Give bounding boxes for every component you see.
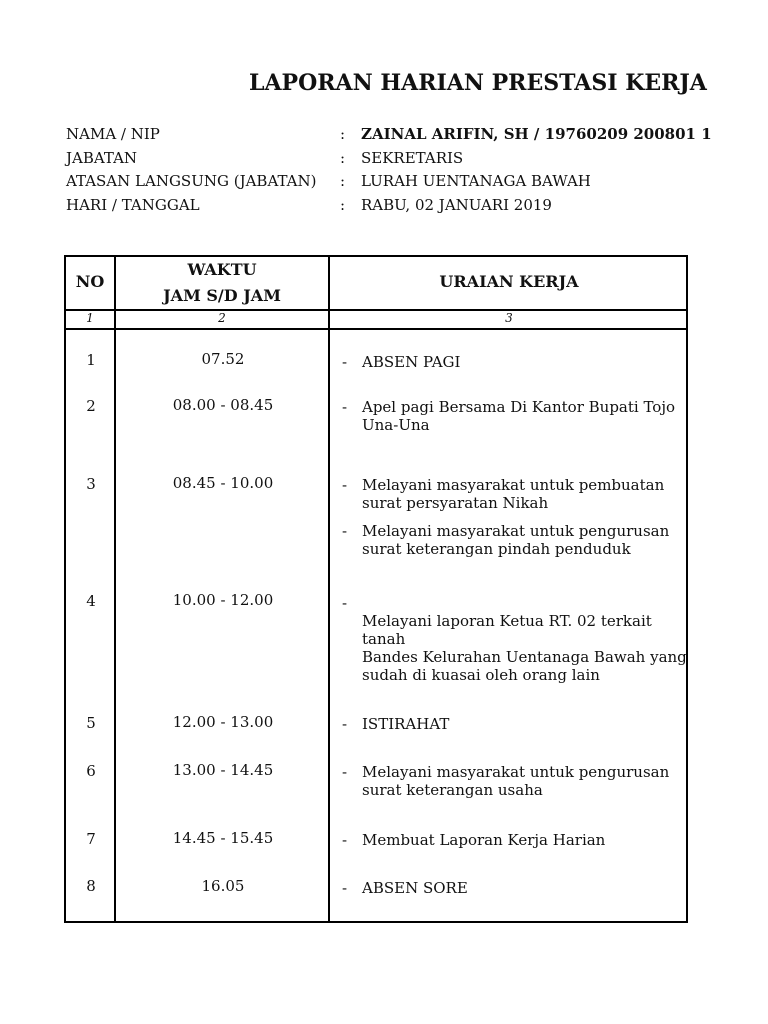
task-text: Melayani laporan Ketua RT. 02 terkait tanah Bandes Kelurahan Uentanaga Bawah yang sudah di kuasai oleh orang lain	[362, 612, 687, 684]
header-time-line2: JAM S/D JAM	[163, 286, 281, 305]
row-time: 07.52	[201, 350, 245, 368]
info-label: ATASAN LANGSUNG (JABATAN)	[66, 172, 317, 190]
info-value: ZAINAL ARIFIN, SH / 19760209 200801 1	[361, 125, 712, 143]
bullet: -	[342, 831, 348, 849]
header-no: NO	[75, 272, 105, 291]
task-text: Apel pagi Bersama Di Kantor Bupati Tojo Una-Una	[362, 398, 676, 434]
row-number: 7	[86, 830, 96, 848]
task-text: Melayani masyarakat untuk pembuatan surat persyaratan Nikah	[362, 476, 665, 512]
row-time: 13.00 - 14.45	[172, 761, 274, 779]
task-text: Melayani masyarakat untuk pengurusan surat keterangan usaha	[362, 763, 670, 799]
row-time: 08.00 - 08.45	[172, 396, 274, 414]
bullet: -	[342, 353, 348, 371]
row-time: 12.00 - 13.00	[172, 713, 274, 731]
row-number: 5	[86, 714, 96, 732]
column-index: 1	[86, 311, 94, 325]
column-index: 3	[505, 311, 513, 325]
info-label: HARI / TANGGAL	[66, 195, 200, 214]
info-value: SEKRETARIS	[361, 148, 464, 167]
row-number: 1	[86, 351, 96, 369]
row-number: 8	[86, 877, 96, 895]
row-number: 6	[86, 762, 96, 780]
info-label: NAMA / NIP	[66, 125, 160, 143]
task-text: ABSEN PAGI	[362, 353, 461, 371]
row-divider	[66, 328, 686, 330]
info-value: LURAH UENTANAGA BAWAH	[361, 172, 591, 190]
row-time: 14.45 - 15.45	[172, 829, 274, 847]
info-colon: :	[340, 172, 346, 190]
info-value: RABU, 02 JANUARI 2019	[361, 195, 552, 214]
page-title: LAPORAN HARIAN PRESTASI KERJA	[249, 70, 707, 96]
info-colon: :	[340, 125, 346, 143]
bullet: -	[342, 476, 348, 494]
task-text: ABSEN SORE	[362, 879, 468, 897]
bullet: -	[342, 398, 348, 416]
task-text: Membuat Laporan Kerja Harian	[362, 831, 606, 849]
bullet: -	[342, 715, 348, 733]
bullet: -	[342, 879, 348, 897]
row-number: 2	[86, 397, 96, 415]
bullet: -	[342, 763, 348, 781]
header-time-line1: WAKTU	[187, 260, 257, 279]
row-time: 08.45 - 10.00	[172, 474, 274, 492]
info-label: JABATAN	[66, 148, 138, 167]
row-time: 10.00 - 12.00	[172, 591, 274, 609]
row-number: 4	[86, 592, 96, 610]
task-text: Melayani masyarakat untuk pengurusan surat keterangan pindah penduduk	[362, 522, 670, 558]
info-colon: :	[340, 148, 346, 167]
row-number: 3	[86, 475, 96, 493]
task-text: ISTIRAHAT	[362, 715, 450, 733]
bullet: -	[342, 522, 348, 540]
row-time: 16.05	[201, 877, 245, 895]
header-description: URAIAN KERJA	[439, 272, 579, 291]
bullet: -	[342, 594, 348, 612]
info-colon: :	[340, 195, 346, 214]
report-table	[64, 255, 688, 923]
column-index: 2	[218, 311, 226, 325]
